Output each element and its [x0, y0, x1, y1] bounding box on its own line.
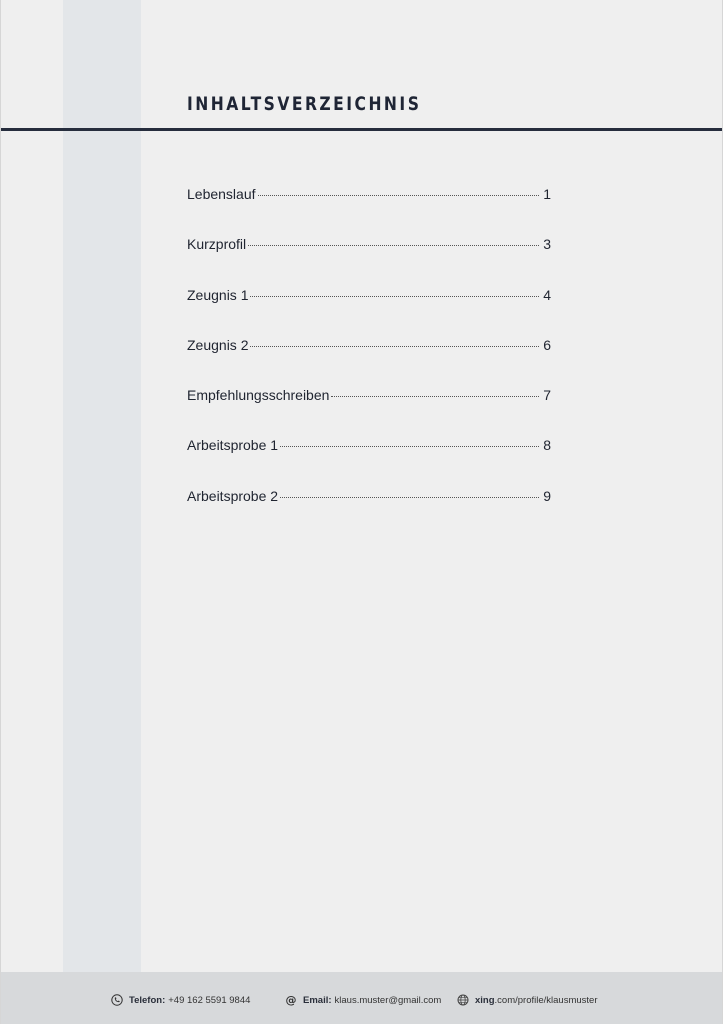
toc-item-zeugnis-2[interactable] — [187, 337, 551, 387]
email-label: Email: — [303, 994, 332, 1006]
toc-item-label: Zeugnis 1 — [187, 286, 249, 303]
xing-label: xing — [475, 994, 495, 1006]
toc-item-label: Empfehlungsschreiben — [187, 387, 330, 404]
side-band — [63, 0, 141, 972]
toc-item-kurzprofil[interactable] — [187, 236, 551, 286]
xing-value: .com/profile/klausmuster — [494, 994, 598, 1006]
toc-dot-leader — [280, 446, 539, 447]
svg-text:@: @ — [285, 994, 297, 1006]
toc-dot-leader — [250, 296, 539, 297]
toc-item-page: 6 — [543, 336, 551, 353]
toc-item-empfehlungsschreiben[interactable] — [187, 387, 551, 437]
footer-phone[interactable] — [111, 994, 250, 1006]
toc-dot-leader — [258, 195, 539, 196]
toc-item-lebenslauf[interactable] — [187, 186, 551, 236]
toc-item-label: Arbeitsprobe 2 — [187, 487, 279, 504]
phone-value: +49 162 5591 9844 — [168, 994, 251, 1006]
at-icon — [285, 994, 297, 1006]
toc-item-page: 7 — [543, 387, 551, 404]
toc-item-label: Kurzprofil — [187, 236, 247, 253]
toc-item-zeugnis-1[interactable] — [187, 287, 551, 337]
toc-item-page: 8 — [543, 437, 551, 454]
toc-item-page: 4 — [543, 286, 551, 303]
globe-icon — [457, 994, 469, 1006]
toc-item-label: Zeugnis 2 — [187, 336, 249, 353]
toc-item-arbeitsprobe-2[interactable] — [187, 488, 551, 538]
title-rule — [1, 128, 723, 131]
toc-item-arbeitsprobe-1[interactable] — [187, 437, 551, 487]
toc-dot-leader — [250, 346, 539, 347]
toc-item-label: Lebenslauf — [187, 186, 256, 202]
toc-dot-leader — [280, 497, 539, 498]
footer-xing[interactable] — [457, 994, 597, 1006]
toc-dot-leader — [331, 396, 539, 397]
page-title: INHALTSVERZEICHNIS — [187, 93, 422, 115]
toc-item-page: 9 — [543, 487, 551, 504]
toc-dot-leader — [248, 245, 539, 246]
toc-item-page: 1 — [543, 186, 551, 202]
table-of-contents — [187, 186, 551, 538]
toc-item-page: 3 — [543, 236, 551, 253]
phone-label: Telefon: — [129, 994, 166, 1006]
footer-email[interactable] — [285, 994, 441, 1006]
toc-item-label: Arbeitsprobe 1 — [187, 437, 279, 454]
phone-icon — [111, 994, 123, 1006]
email-value: klaus.muster@gmail.com — [334, 994, 442, 1006]
